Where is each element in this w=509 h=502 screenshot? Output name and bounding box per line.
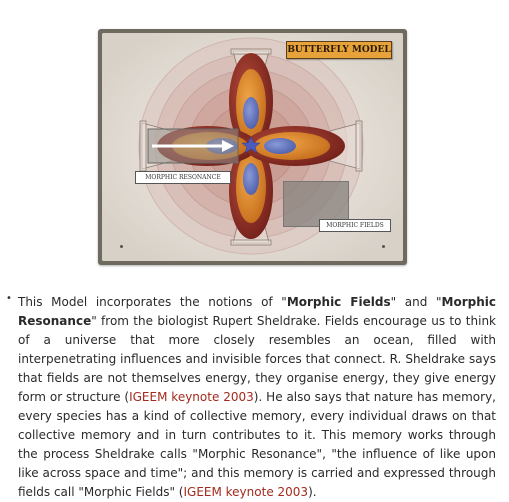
text-segment: ). [308, 485, 317, 499]
igeem-keynote-link-2[interactable]: IGEEM keynote 2003 [183, 485, 309, 499]
bullet-marker: • [6, 293, 12, 304]
figure-title: BUTTERFLY MODEL [286, 41, 392, 59]
description-section [6, 293, 506, 502]
corner-dot-left [120, 245, 123, 248]
figure-canvas [102, 33, 403, 261]
bold-morphic-resonance: Morphic Resonance [18, 295, 496, 328]
text-segment: ). He also says that nature has memory, every species has a kind of collective memory, every individual draws on that collective memory and in turn contributes to it. This memory works through the process Sheldrake calls "Morphic Resonance", "the influence of like upon like across space and time"; and this memory is carried and expressed through fields call "Morphic Fields" ( [18, 390, 496, 499]
bold-morphic-fields: Morphic Fields [286, 295, 391, 309]
morphic-resonance-label: MORPHIC RESONANCE [135, 171, 231, 184]
text-segment: " and " [390, 295, 442, 309]
text-segment: " from the biologist Rupert Sheldrake. Fields encourage us to think of a universe that more closely resembles an ocean, filled with interpenetrating influences and invisible forces that connect. R. Sheldrake says that fields are not themselves energy, they organise energy, they give energy form or structure ( [18, 314, 496, 404]
corner-dot-right [382, 245, 385, 248]
text-segment: This Model incorporates the notions of " [18, 295, 287, 309]
description-paragraph [6, 293, 496, 502]
igeem-keynote-link-1[interactable]: IGEEM keynote 2003 [129, 390, 254, 404]
morphic-resonance-arrow [148, 129, 238, 163]
butterfly-model-figure [98, 29, 407, 265]
morphic-fields-label: MORPHIC FIELDS [319, 219, 391, 232]
